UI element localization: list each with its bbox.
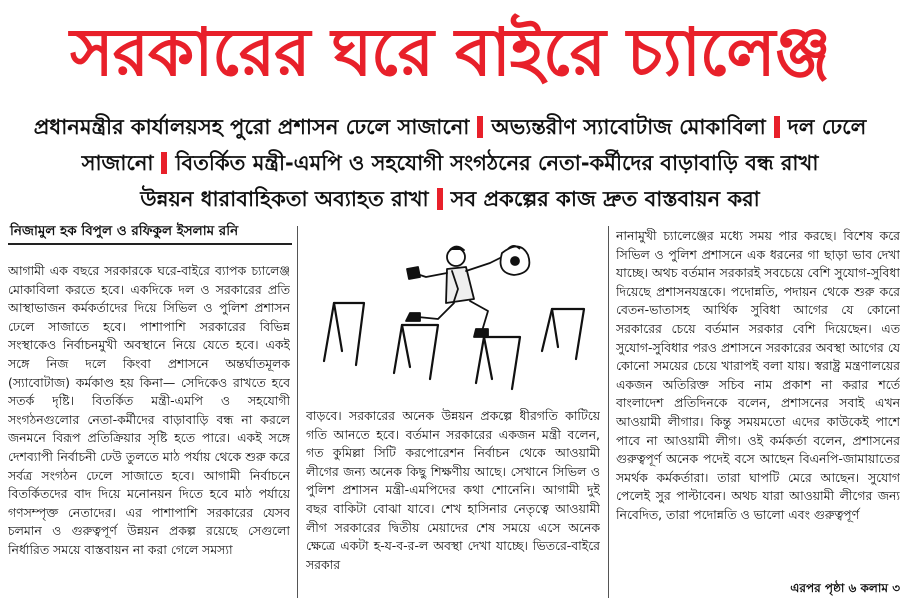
accent-bar-icon bbox=[437, 188, 443, 210]
column-text: বাড়বে। সরকারের অনেক উন্নয়ন প্রকল্পে ধীরগতি কাটিয়ে গতি আনতে হবে। বর্তমান সরকারের একজন মন্ত্রী বলেন, গত কুমিল্লা সিটি করপোরেশন নির্বাচন থেকে আওয়ামী লীগের জন্য অনেক কিছু শিক্ষণীয় আছে। সেখানে সিভিল ও পুলিশ প্রশাসন মন্ত্রী-এমপিদের কথা শোনেনি। আগামী দুই বছর বাকিটা বোঝা যাবে। শেখ হাসিনার নেতৃত্বে আওয়ামী লীগ সরকারের দ্বিতীয় মেয়াদের শেষ সময়ে এসে অনেক ক্ষেত্রে একটা হ-য-ব-র-ল অবস্থা দেখা যাচ্ছে। ভিতরে-বাইরে সরকার bbox=[306, 408, 600, 572]
hurdle-runner-illustration bbox=[306, 233, 602, 401]
continuation-note: এরপর পৃষ্ঠা ৬ কলাম ৩ bbox=[790, 581, 900, 595]
column-divider bbox=[297, 226, 298, 598]
headline: সরকারের ঘরে বাইরে চ্যালেঞ্জ bbox=[70, 14, 830, 91]
subhead-line-1 bbox=[0, 112, 900, 142]
accent-bar-icon bbox=[477, 116, 483, 138]
byline-divider bbox=[8, 243, 292, 245]
hurdles bbox=[324, 303, 584, 389]
article-column-3 bbox=[616, 227, 900, 577]
subhead-item: দল ঢেলে bbox=[787, 115, 867, 139]
money-bag-icon bbox=[501, 246, 530, 275]
accent-bar-icon bbox=[161, 152, 167, 174]
accent-bar-icon bbox=[774, 116, 780, 138]
runner-icon bbox=[406, 247, 502, 338]
column-divider bbox=[608, 226, 609, 598]
subhead-item: প্রধানমন্ত্রীর কার্যালয়সহ পুরো প্রশাসন ঢেলে সাজানো bbox=[33, 115, 470, 139]
subhead-item: উন্নয়ন ধারাবাহিকতা অব্যাহত রাখা bbox=[140, 187, 429, 211]
subhead-item: অভ্যন্তরীণ স্যাবোটাজ মোকাবিলা bbox=[491, 115, 766, 139]
subhead-item: সব প্রকল্পের কাজ দ্রুত বাস্তবায়ন করা bbox=[450, 187, 760, 211]
column-text: আগামী এক বছরে সরকারকে ঘরে-বাইরে ব্যাপক চ্যালেঞ্জ মোকাবিলা করতে হবে। একদিকে দল ও সরকারের প্রতি আস্থাভাজন কর্মকর্তাদের দিয়ে সিভিল ও পুলিশ প্রশাসন ঢেলে সাজাতে হবে। পাশাপাশি সরকারের বিভিন্ন সংস্থাকেও নির্বাচনমুখী অবস্থানে নিয়ে যেতে হবে। একই সঙ্গে নিজ দলে কিংবা প্রশাসনে অন্তর্ঘাতমূলক (স্যাবোটাজ) কর্মকাণ্ড হয় কিনা— সেদিকেও রাখতে হবে সতর্ক দৃষ্টি। বিতর্কিত মন্ত্রী-এমপি ও সহযোগী সংগঠনগুলোর নেতা-কর্মীদের বাড়াবাড়ি বন্ধ না করলে জনমনে বিরূপ প্রতিক্রিয়ার সৃষ্টি হতে পারে। একই সঙ্গে দেশব্যাপী নির্বাচনী ঢেউ তুলতে মাঠ পর্যায় থেকে শুরু করে সর্বত্র সংগঠন ঢেলে সাজাতে হবে। আগামী নির্বাচনে বিতর্কিতদের বাদ দিয়ে মনোনয়ন দিতে হবে মাঠ পর্যায়ে গণসম্পৃক্ত নেতাদের। এর পাশাপাশি সরকারের যেসব চলমান ও গুরুত্বপূর্ণ উন্নয়ন প্রকল্প রয়েছে সেগুলো নির্ধারিত সময়ে বাস্তবায়ন না করা গেলে সমস্যা bbox=[8, 263, 290, 557]
subhead-line-3 bbox=[0, 184, 900, 214]
article-column-2 bbox=[306, 407, 600, 599]
subhead-line-2 bbox=[0, 148, 900, 178]
column-text: নানামুখী চ্যালেঞ্জের মধ্যে সময় পার করছে। বিশেষ করে সিভিল ও পুলিশ প্রশাসনে এক ধরনের গা ছাড়া ভাব দেখা যাচ্ছে। অথচ বর্তমান সরকারই সবচেয়ে বেশি সুযোগ-সুবিধা দিয়েছে প্রশাসনযন্ত্রকে। পদোন্নতি, পদায়ন থেকে শুরু করে বেতন-ভাতাসহ আর্থিক সুবিধা আগের যে কোনো সরকারের চেয়ে বর্তমান সরকার বেশি দিয়েছেন। এত সুযোগ-সুবিধার পরও প্রশাসনে সরকারের অবস্থা আগের যে কোনো সময়ের চেয়ে খারাপই বলা যায়। স্বরাষ্ট্র মন্ত্রণালয়ের একজন অতিরিক্ত সচিব নাম প্রকাশ না করার শর্তে বাংলাদেশ প্রতিদিনকে বলেন, প্রশাসনের সবাই এখন আওয়ামী লীগার। কিন্তু সময়মতো এদের কাউকেই পাশে পাবে না আওয়ামী লীগ। ওই কর্মকর্তা বলেন, প্রশাসনের গুরুত্বপূর্ণ অনেক পদেই বসে আছেন বিএনপি-জামায়াতের সমর্থক কর্মকর্তারা। তারা ঘাপটি মেরে আছেন। সুযোগ পেলেই সুর পাল্টাবেন। অথচ যারা আওয়ামী লীগের জন্য নিবেদিত, তারা পদোন্নতি ও ভালো এবং গুরুত্বপূর্ণ bbox=[616, 228, 900, 522]
byline: নিজামুল হক বিপুল ও রফিকুল ইসলাম রনি bbox=[10, 223, 239, 239]
article-column-1 bbox=[8, 262, 290, 598]
subhead-item: সাজানো bbox=[81, 151, 154, 175]
subhead-item: বিতর্কিত মন্ত্রী-এমপি ও সহযোগী সংগঠনের নেতা-কর্মীদের বাড়াবাড়ি বন্ধ রাখা bbox=[175, 151, 819, 175]
